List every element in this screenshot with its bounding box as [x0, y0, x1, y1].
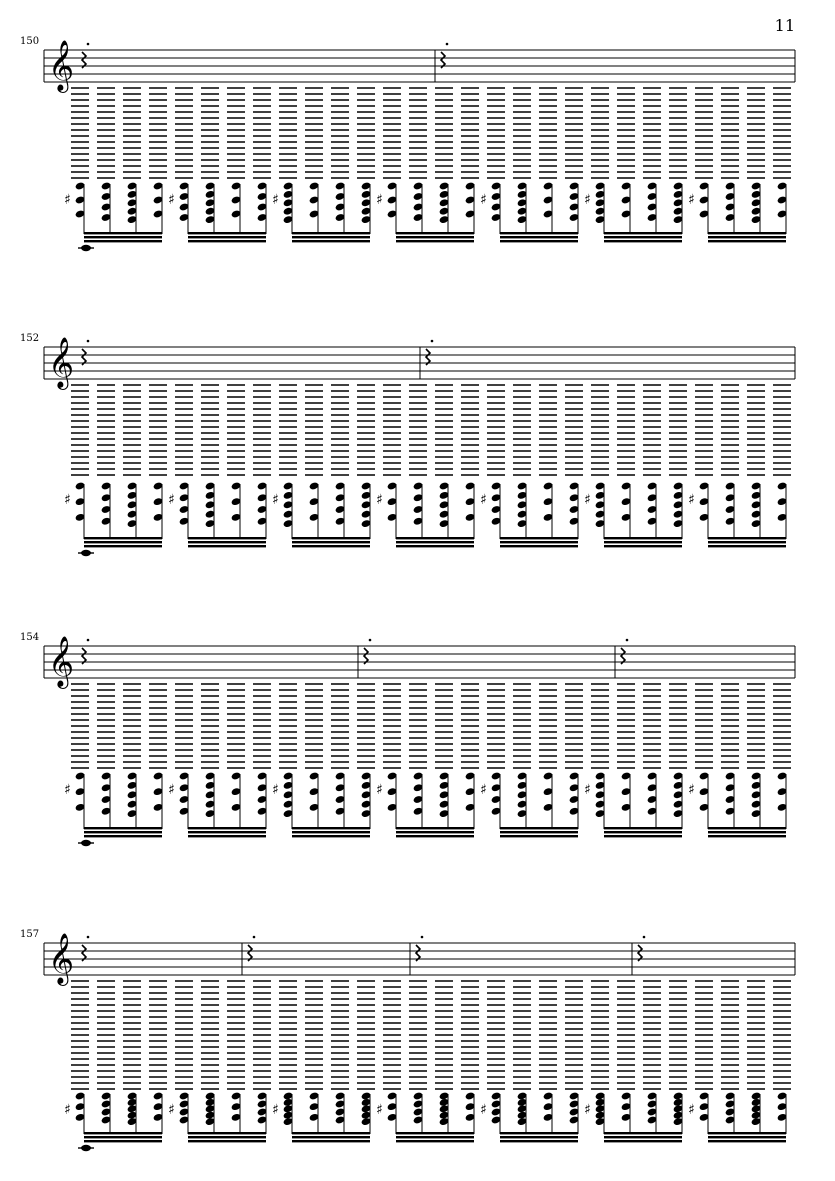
beam — [708, 827, 786, 829]
sharp-icon: ♯ — [584, 1102, 591, 1118]
note-head — [81, 550, 91, 556]
measure-number: 157 — [20, 929, 40, 940]
beam — [708, 831, 786, 833]
rest-dot — [253, 936, 256, 939]
treble-clef-icon: 𝄞 — [48, 40, 75, 91]
rest-dot — [87, 340, 90, 343]
beam — [84, 831, 162, 833]
beam — [292, 537, 370, 539]
beam — [292, 835, 370, 837]
beam — [84, 1132, 162, 1134]
sharp-icon: ♯ — [480, 782, 487, 798]
sharp-icon: ♯ — [376, 492, 383, 508]
sharp-icon: ♯ — [272, 492, 279, 508]
page-number: 11 — [774, 16, 795, 35]
beam — [500, 831, 578, 833]
beam — [396, 827, 474, 829]
beam — [500, 236, 578, 238]
beam — [396, 541, 474, 543]
rest-dot — [421, 936, 424, 939]
beam — [500, 1140, 578, 1142]
measure-number: 154 — [20, 632, 40, 643]
beam — [500, 827, 578, 829]
rest-dot — [87, 43, 90, 46]
rest-dot — [643, 936, 646, 939]
beam — [188, 1132, 266, 1134]
beam — [396, 1136, 474, 1138]
sharp-icon: ♯ — [64, 492, 71, 508]
rest-dot — [431, 340, 434, 343]
sharp-icon: ♯ — [272, 782, 279, 798]
beam — [708, 1132, 786, 1134]
beam — [500, 541, 578, 543]
beam — [188, 831, 266, 833]
beam — [604, 232, 682, 234]
beam — [84, 537, 162, 539]
beam — [708, 1140, 786, 1142]
note-head — [81, 245, 91, 251]
sharp-icon: ♯ — [272, 1102, 279, 1118]
beam — [396, 232, 474, 234]
beam — [708, 240, 786, 242]
beam — [292, 1136, 370, 1138]
beam — [188, 232, 266, 234]
sharp-icon: ♯ — [376, 192, 383, 208]
note-head — [81, 1145, 91, 1151]
beam — [604, 1136, 682, 1138]
sharp-icon: ♯ — [168, 782, 175, 798]
beam — [396, 831, 474, 833]
beam — [84, 545, 162, 547]
beam — [396, 537, 474, 539]
sharp-icon: ♯ — [64, 782, 71, 798]
beam — [396, 240, 474, 242]
beam — [604, 537, 682, 539]
beam — [84, 1136, 162, 1138]
sharp-icon: ♯ — [688, 1102, 695, 1118]
beam — [708, 835, 786, 837]
beam — [500, 835, 578, 837]
beam — [84, 541, 162, 543]
beam — [188, 236, 266, 238]
beam — [500, 545, 578, 547]
beam — [604, 1140, 682, 1142]
sharp-icon: ♯ — [584, 782, 591, 798]
beam — [396, 545, 474, 547]
sharp-icon: ♯ — [688, 492, 695, 508]
beam — [708, 537, 786, 539]
beam — [604, 1132, 682, 1134]
sharp-icon: ♯ — [376, 1102, 383, 1118]
sharp-icon: ♯ — [480, 492, 487, 508]
beam — [292, 232, 370, 234]
sharp-icon: ♯ — [64, 1102, 71, 1118]
rest-dot — [87, 639, 90, 642]
beam — [708, 232, 786, 234]
beam — [604, 831, 682, 833]
beam — [84, 1140, 162, 1142]
treble-clef-icon: 𝄞 — [48, 933, 75, 984]
beam — [500, 240, 578, 242]
measure-number: 150 — [20, 36, 40, 47]
beam — [604, 236, 682, 238]
beam — [500, 1132, 578, 1134]
beam — [292, 541, 370, 543]
sharp-icon: ♯ — [584, 192, 591, 208]
beam — [84, 827, 162, 829]
sharp-icon: ♯ — [480, 192, 487, 208]
beam — [396, 1132, 474, 1134]
beam — [292, 1140, 370, 1142]
beam — [84, 240, 162, 242]
beam — [188, 827, 266, 829]
beam — [292, 240, 370, 242]
beam — [188, 835, 266, 837]
beam — [604, 835, 682, 837]
rest-dot — [369, 639, 372, 642]
beam — [500, 232, 578, 234]
beam — [500, 537, 578, 539]
sharp-icon: ♯ — [168, 492, 175, 508]
beam — [396, 236, 474, 238]
beam — [292, 1132, 370, 1134]
beam — [84, 236, 162, 238]
beam — [188, 545, 266, 547]
sharp-icon: ♯ — [64, 192, 71, 208]
beam — [188, 537, 266, 539]
beam — [604, 827, 682, 829]
treble-clef-icon: 𝄞 — [48, 636, 75, 687]
sharp-icon: ♯ — [584, 492, 591, 508]
sharp-icon: ♯ — [168, 1102, 175, 1118]
beam — [708, 1136, 786, 1138]
sharp-icon: ♯ — [272, 192, 279, 208]
beam — [708, 541, 786, 543]
beam — [84, 232, 162, 234]
beam — [292, 827, 370, 829]
beam — [292, 236, 370, 238]
rest-dot — [446, 43, 449, 46]
beam — [500, 1136, 578, 1138]
note-head — [81, 840, 91, 846]
sharp-icon: ♯ — [376, 782, 383, 798]
sharp-icon: ♯ — [480, 1102, 487, 1118]
beam — [292, 545, 370, 547]
beam — [396, 835, 474, 837]
sharp-icon: ♯ — [688, 192, 695, 208]
treble-clef-icon: 𝄞 — [48, 337, 75, 388]
sharp-icon: ♯ — [688, 782, 695, 798]
beam — [84, 835, 162, 837]
beam — [708, 236, 786, 238]
beam — [604, 545, 682, 547]
beam — [188, 1140, 266, 1142]
measure-number: 152 — [20, 333, 40, 344]
sharp-icon: ♯ — [168, 192, 175, 208]
beam — [292, 831, 370, 833]
rest-dot — [626, 639, 629, 642]
beam — [188, 1136, 266, 1138]
beam — [708, 545, 786, 547]
beam — [604, 240, 682, 242]
beam — [604, 541, 682, 543]
beam — [188, 240, 266, 242]
beam — [188, 541, 266, 543]
rest-dot — [87, 936, 90, 939]
beam — [396, 1140, 474, 1142]
